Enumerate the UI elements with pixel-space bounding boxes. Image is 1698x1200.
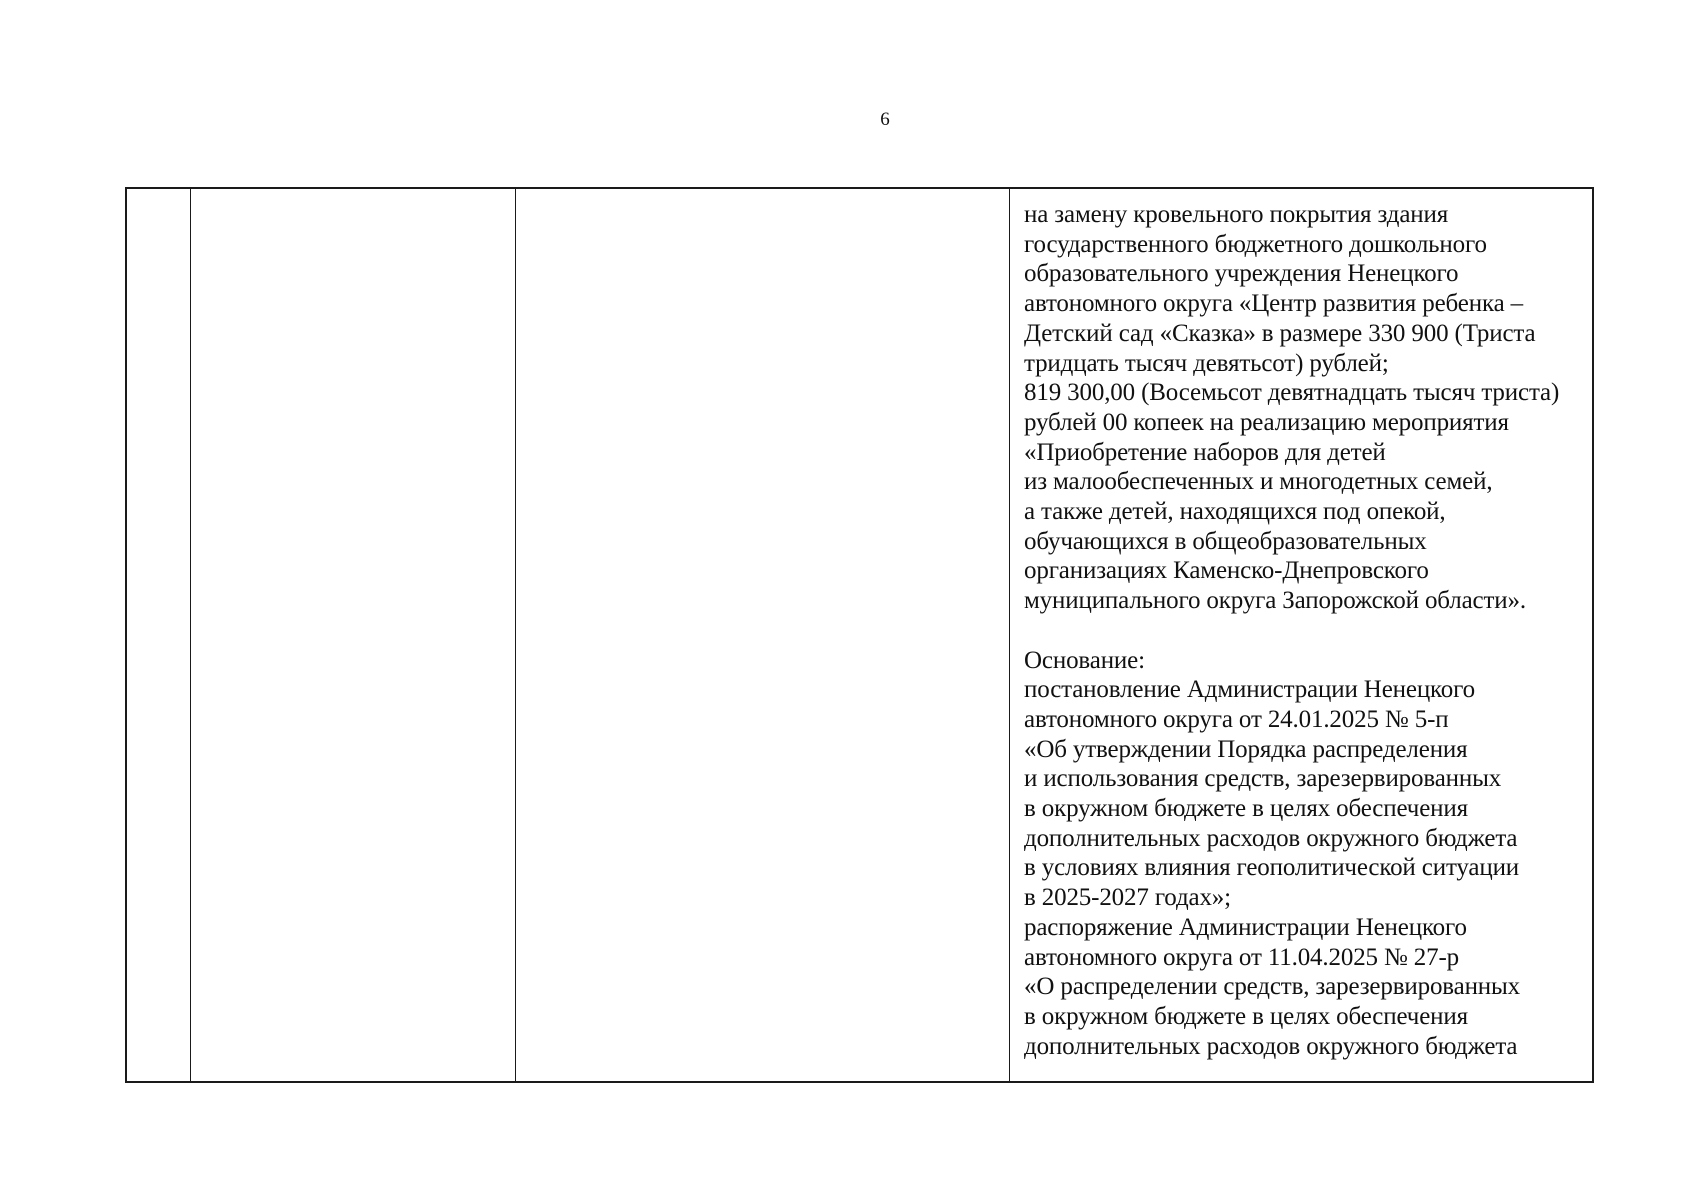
text-line: автономного округа «Центр развития ребенка –: [1024, 290, 1523, 318]
text-line: в 2025-2027 годах»;: [1024, 884, 1231, 912]
table-cell-text: [1024, 200, 1594, 1061]
text-line: Основание:: [1024, 646, 1145, 674]
text-line: организациях Каменско-Днепровского: [1024, 557, 1429, 585]
text-line: из малообеспеченных и многодетных семей,: [1024, 468, 1493, 496]
text-line: рублей 00 копеек на реализацию мероприятия: [1024, 408, 1509, 436]
column-divider: [1009, 189, 1010, 1081]
text-line: «Приобретение наборов для детей: [1024, 438, 1386, 466]
text-line: обучающихся в общеобразовательных: [1024, 527, 1427, 555]
text-line: образовательного учреждения Ненецкого: [1024, 260, 1459, 288]
text-line: постановление Администрации Ненецкого: [1024, 676, 1475, 704]
document-table: [125, 187, 1594, 1083]
page-number: 6: [880, 109, 890, 130]
text-line: муниципального округа Запорожской области».: [1024, 587, 1526, 615]
paragraph-gap: [1024, 616, 1594, 646]
text-line: тридцать тысяч девятьсот) рублей;: [1024, 349, 1389, 377]
text-line: в окружном бюджете в целях обеспечения: [1024, 795, 1468, 823]
column-divider: [515, 189, 516, 1081]
text-line: и использования средств, зарезервированных: [1024, 765, 1502, 793]
text-line: Детский сад «Сказка» в размере 330 900 (Триста: [1024, 319, 1536, 347]
text-line: государственного бюджетного дошкольного: [1024, 230, 1487, 258]
text-line: в окружном бюджете в целях обеспечения: [1024, 1002, 1468, 1030]
text-line: в условиях влияния геополитической ситуации: [1024, 854, 1520, 882]
text-line: 819 300,00 (Восемьсот девятнадцать тысяч триста): [1024, 379, 1560, 407]
text-line: дополнительных расходов окружного бюджета: [1024, 824, 1518, 852]
text-line: автономного округа от 11.04.2025 № 27-р: [1024, 943, 1460, 971]
text-line: автономного округа от 24.01.2025 № 5-п: [1024, 705, 1449, 733]
column-divider: [190, 189, 191, 1081]
text-line: «Об утверждении Порядка распределения: [1024, 735, 1468, 763]
text-line: распоряжение Администрации Ненецкого: [1024, 913, 1467, 941]
text-line: дополнительных расходов окружного бюджета: [1024, 1032, 1518, 1060]
text-line: а также детей, находящихся под опекой,: [1024, 498, 1446, 526]
text-line: «О распределении средств, зарезервированных: [1024, 973, 1521, 1001]
text-line: на замену кровельного покрытия здания: [1024, 201, 1449, 228]
